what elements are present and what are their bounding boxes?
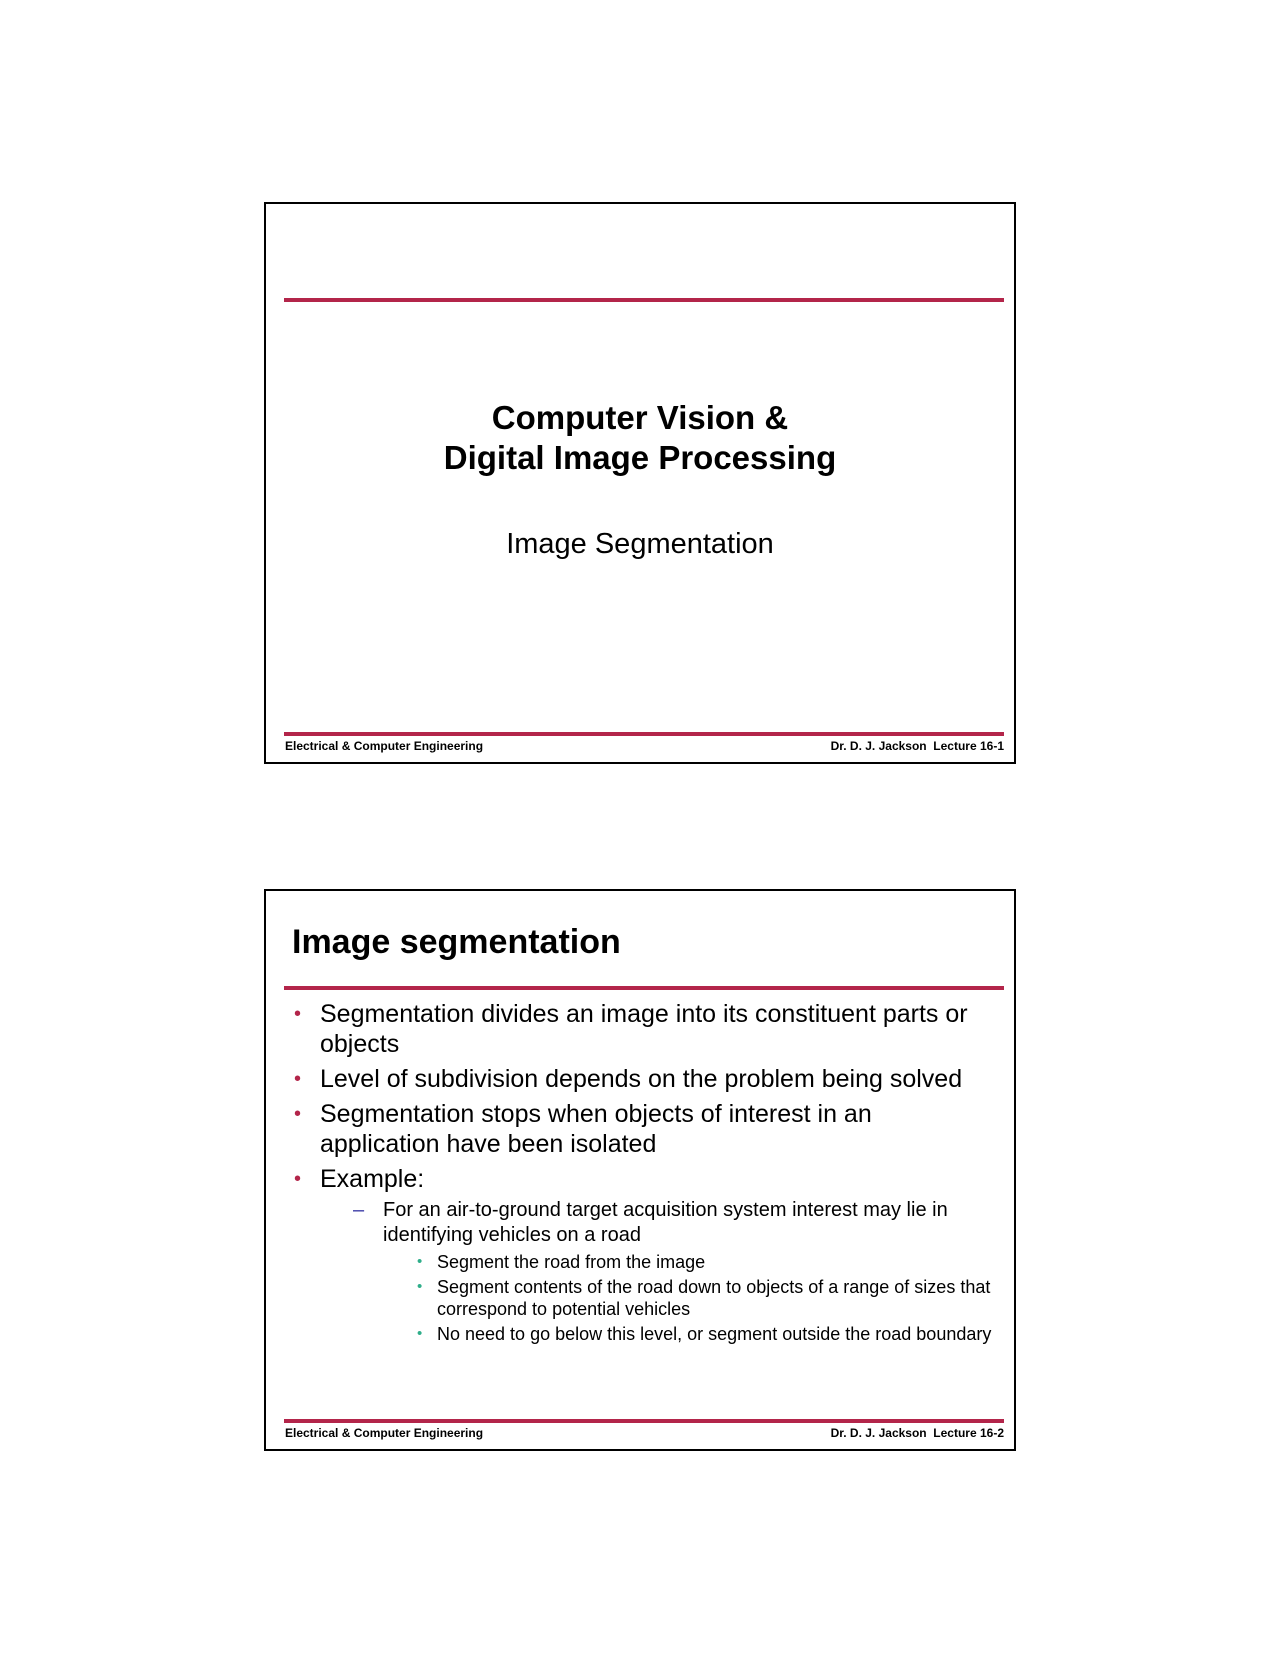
title-line-2: Digital Image Processing <box>443 439 837 476</box>
sub-bullet-list <box>320 1198 994 1345</box>
bullet-text: Example: <box>320 1165 425 1193</box>
footer-lecture: Dr. D. J. Jackson Lecture 16-1 <box>830 739 1004 753</box>
bullet-text: Level of subdivision depends on the problem being solved <box>320 1065 963 1093</box>
slide-2 <box>264 889 1016 1451</box>
slide-subtitle: Image Segmentation <box>506 528 774 560</box>
title-rule <box>284 298 1004 302</box>
bullet-item <box>292 999 994 1059</box>
footer-lecture: Dr. D. J. Jackson Lecture 16-2 <box>830 1426 1004 1440</box>
slide-title: Image segmentation <box>292 923 621 961</box>
sub-bullet-text: For an air-to-ground target acquisition system interest may lie in identifying vehicles on a road <box>383 1199 948 1246</box>
footer-department: Electrical & Computer Engineering <box>285 739 484 753</box>
footer-rule <box>284 732 1004 736</box>
bullet-icon: • <box>294 1168 302 1190</box>
sub-sub-bullet-list <box>383 1251 994 1345</box>
bullet-text: Segmentation stops when objects of interest in an application have been isolated <box>320 1100 872 1158</box>
bullet-icon: • <box>417 1278 423 1295</box>
bullet-icon: • <box>294 1068 302 1090</box>
title-line-1: Computer Vision & <box>491 399 789 436</box>
dash-icon: – <box>353 1199 365 1221</box>
slide-1 <box>264 202 1016 764</box>
bullet-icon: • <box>294 1003 302 1025</box>
bullet-text: Segmentation divides an image into its constituent parts or objects <box>320 1000 968 1058</box>
footer-department: Electrical & Computer Engineering <box>285 1426 484 1440</box>
sub-bullet-item <box>353 1198 994 1345</box>
sub-sub-bullet-text: Segment contents of the road down to objects of a range of sizes that correspond to potential vehicles <box>437 1277 991 1319</box>
bullet-icon: • <box>417 1253 423 1270</box>
bullet-item <box>292 1099 994 1159</box>
bullet-list <box>292 999 994 1350</box>
sub-sub-bullet-item <box>415 1251 994 1273</box>
bullet-icon: • <box>294 1103 302 1125</box>
sub-sub-bullet-item <box>415 1276 994 1320</box>
bullet-item <box>292 1164 994 1345</box>
footer-rule <box>284 1419 1004 1423</box>
title-rule <box>284 986 1004 990</box>
sub-sub-bullet-item <box>415 1323 994 1345</box>
bullet-icon: • <box>417 1325 423 1342</box>
bullet-item <box>292 1064 994 1094</box>
slide-title <box>266 398 1014 478</box>
sub-sub-bullet-text: No need to go below this level, or segment outside the road boundary <box>437 1324 992 1344</box>
sub-sub-bullet-text: Segment the road from the image <box>437 1252 706 1272</box>
